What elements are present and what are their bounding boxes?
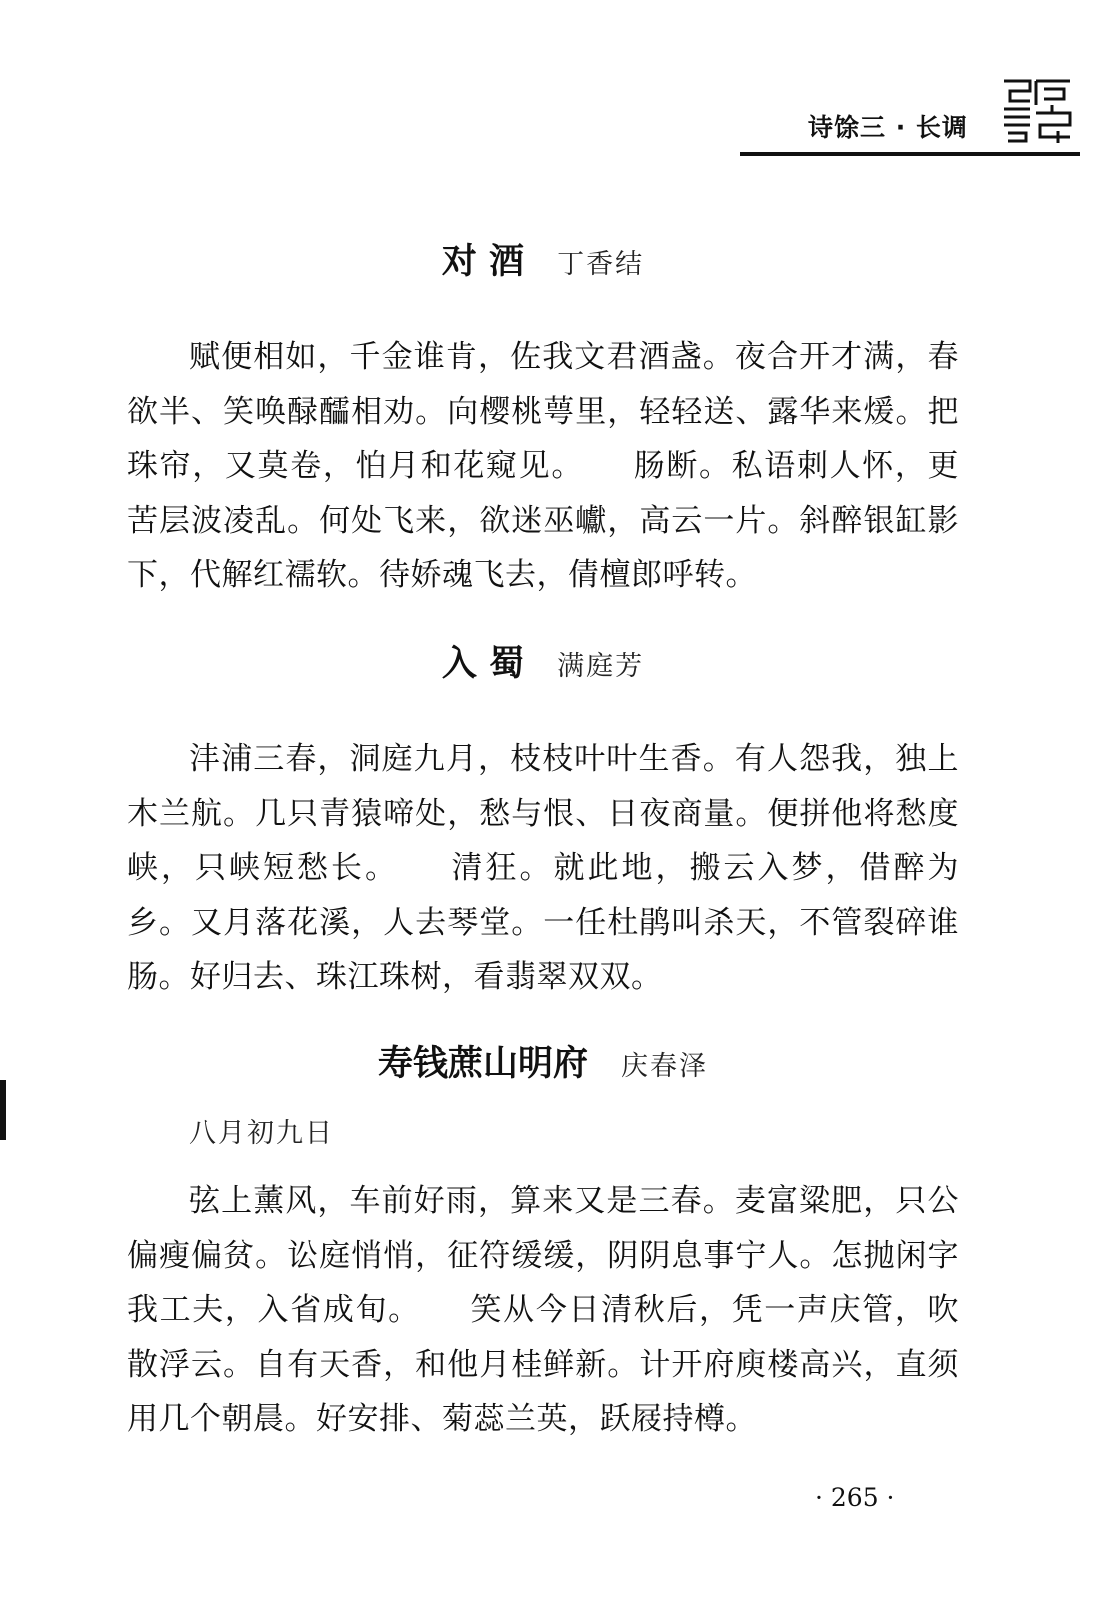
poem-tune-name: 丁香结	[557, 249, 645, 280]
poem-title	[127, 1040, 959, 1088]
scan-edge-mark	[0, 1080, 6, 1140]
seal-stamp-icon	[1000, 75, 1075, 147]
poem-title-main: 入 蜀	[441, 644, 525, 684]
poem-tune-name: 满庭芳	[557, 651, 645, 682]
poem-title-main: 寿钱蔗山明府	[377, 1044, 588, 1084]
poem-body: 弦上薰风，车前好雨，算来又是三春。麦富粱肥，只公偏瘦偏贫。讼庭悄悄，征符缓缓，阴阴息事宁人。怎抛闲字我工夫，入省成旬。 笑从今日清秋后，凭一声庆管，吹散浮云。自有天香，和他月桂鲜新。计开府庾楼高兴，直须用几个朝晨。好安排、菊蕊兰英，跃屐持樽。	[127, 1183, 959, 1437]
poem-block	[127, 1040, 959, 1478]
poem-subtitle: 八月初九日	[189, 1118, 334, 1149]
header-rule	[740, 152, 1080, 156]
poem-block	[127, 238, 959, 634]
poem-block	[127, 640, 959, 1036]
poem-body: 沣浦三春，洞庭九月，枝枝叶叶生香。有人怨我，独上木兰航。几只青猿啼处，愁与恨、日夜商量。便拼他将愁度峡，只峡短愁长。 清狂。就此地，搬云入梦，借醉为乡。又月落花溪，人去琴堂。一任杜鹃叫杀天，不管裂碎谁肠。好归去、珠江珠树，看翡翠双双。	[127, 741, 959, 995]
poem-title	[127, 640, 959, 688]
page-number: · 265 ·	[815, 1483, 895, 1512]
poem-title	[127, 238, 959, 286]
running-header: 诗馀三 · 长调	[808, 113, 968, 142]
poem-title-main: 对 酒	[441, 242, 525, 282]
poem-body: 赋便相如，千金谁肯，佐我文君酒盏。夜合开才满，春欲半、笑唤醁醽相劝。向樱桃萼里，轻轻送、露华来煖。把珠帘，又莫卷，怕月和花窥见。 肠断。私语刺人怀，更苦层波凌乱。何处飞来，欲迷巫巘，高云一片。斜醉银缸影下，代解红襦软。待娇魂飞去，倩檀郎呼转。	[127, 339, 959, 593]
poem-tune-name: 庆春泽	[621, 1051, 709, 1082]
